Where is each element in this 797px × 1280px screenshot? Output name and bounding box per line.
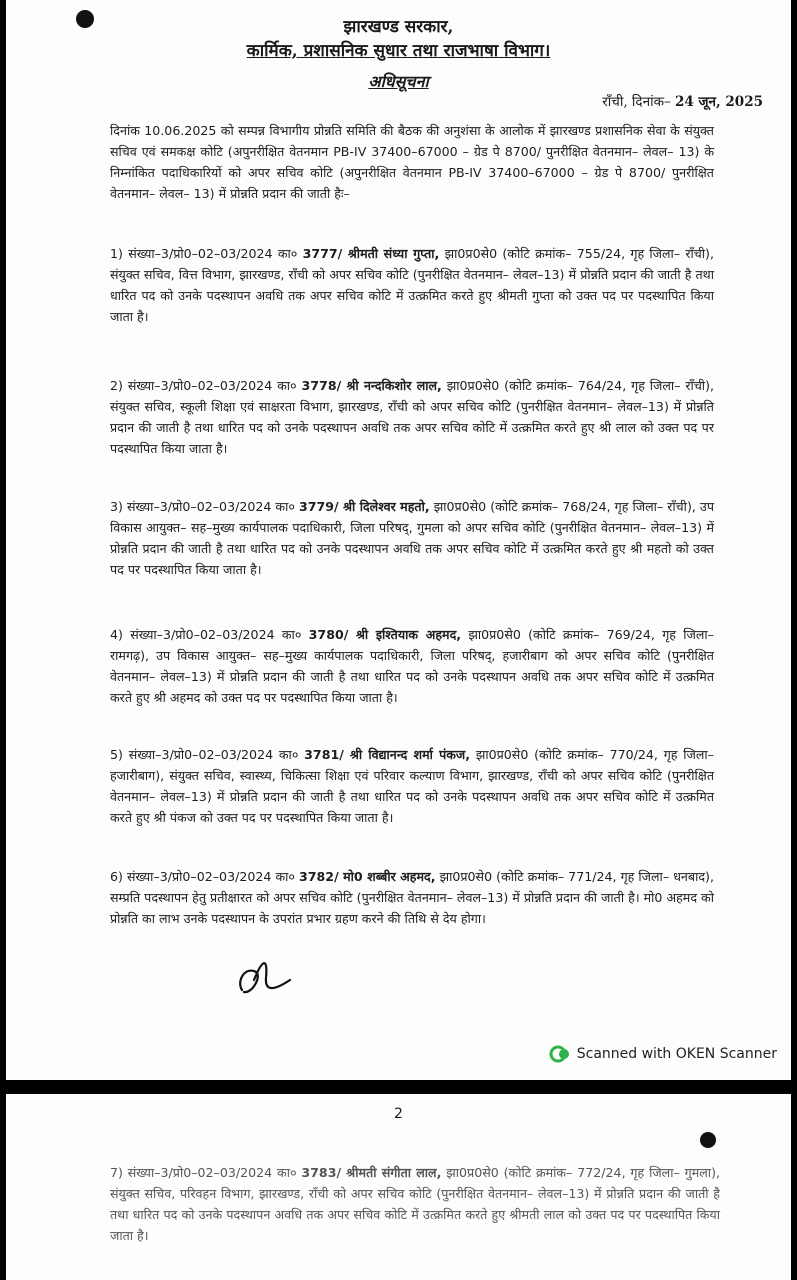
punch-hole-icon [700, 1132, 716, 1148]
order-name: 3779/ श्री दिलेश्वर महतो, [299, 499, 430, 514]
order-name: 3777/ श्रीमती संध्या गुप्ता, [302, 246, 440, 261]
order-body: झा0प्र0से0 (कोटि क्रमांक– 769/24, गृह जिला– रामगढ़), उप विकास आयुक्त– सह–मुख्य कार्यपालक पदाधिकारी, जिला परिषद्, हजारीबाग को अपर सचिव कोटि (पुनरीक्षित वेतनमान– लेवल–13) में प्रोन्नति प्रदान की जाती है तथा धारित पद को उनके पदस्थापन अवधि तक अपर सचिव कोटि में उत्क्रमित करते हुए श्री अहमद को उक्त पद पर पदस्थापित किया जाता है। [110, 627, 714, 705]
order-item-4 [110, 624, 714, 708]
order-body: झा0प्र0से0 (कोटि क्रमांक– 764/24, गृह जिला– राँची), संयुक्त सचिव, स्कूली शिक्षा एवं साक्षरता विभाग, झारखण्ड, राँची को अपर सचिव कोटि (पुनरीक्षित वेतनमान– लेवल–13) में प्रोन्नति प्रदान की जाती है तथा धारित पद को उनके पदस्थापन अवधि तक अपर सचिव कोटि में उत्क्रमित करते हुए श्री लाल को उक्त पद पर पदस्थापित किया जाता है। [110, 378, 714, 456]
order-ref: 7) संख्या–3/प्रो0–02–03/2024 का० [110, 1165, 297, 1180]
order-ref: 5) संख्या–3/प्रो0–02–03/2024 का० [110, 747, 299, 762]
order-ref: 3) संख्या–3/प्रो0–02–03/2024 का० [110, 499, 295, 514]
order-item-1 [110, 243, 714, 327]
oken-scanner-logo-icon [549, 1045, 571, 1063]
order-ref: 6) संख्या–3/प्रो0–02–03/2024 का० [110, 869, 295, 884]
order-body: झा0प्र0से0 (कोटि क्रमांक– 768/24, गृह जिला– राँची), उप विकास आयुक्त– सह–मुख्य कार्यपालक पदाधिकारी, जिला परिषद्, गुमला को अपर सचिव कोटि (पुनरीक्षित वेतनमान– लेवल–13) में प्रोन्नति प्रदान की जाती है तथा धारित पद को उनके पदस्थापन अवधि तक अपर सचिव कोटि में उत्क्रमित करते हुए श्री महतो को उक्त पद पर पदस्थापित किया जाता है। [110, 499, 714, 577]
order-name: 3781/ श्री विद्यानन्द शर्मा पंकज, [304, 747, 471, 762]
order-item-5 [110, 744, 714, 828]
intro-paragraph: दिनांक 10.06.2025 को सम्पन्न विभागीय प्रोन्नति समिति की बैठक की अनुशंसा के आलोक में झारखण्ड प्रशासनिक सेवा के संयुक्त सचिव एवं समकक्ष कोटि (अपुनरीक्षित वेतनमान PB-IV 37400–67000 – ग्रेड पे 8700/ पुनरीक्षित वेतनमान– लेवल– 13) के निम्नांकित पदाधिकारियों को अपर सचिव कोटि (अपुनरीक्षित वेतनमान PB-IV 37400–67000 – ग्रेड पे 8700/ पुनरीक्षित वेतनमान– लेवल– 13) में प्रोन्नति प्रदान की जाती हैः– [110, 123, 714, 201]
order-name: 3780/ श्री इश्तियाक अहमद, [308, 627, 462, 642]
order-body: झा0प्र0से0 (कोटि क्रमांक– 770/24, गृह जिला– हजारीबाग), संयुक्त सचिव, स्वास्थ्य, चिकित्सा शिक्षा एवं परिवार कल्याण विभाग, झारखण्ड, राँची को अपर सचिव कोटि (पुनरीक्षित वेतनमान– लेवल–13) में प्रोन्नति प्रदान की जाती है तथा धारित पद को उनके पदस्थापन अवधि तक अपर सचिव कोटि में उत्क्रमित करते हुए श्री पंकज को उक्त पद पर पदस्थापित किया जाता है। [110, 747, 714, 825]
order-ref: 2) संख्या–3/प्रो0–02–03/2024 का० [110, 378, 297, 393]
scanner-text: Scanned with OKEN Scanner [576, 1046, 777, 1062]
order-item-3 [110, 496, 714, 580]
order-name: 3778/ श्री नन्दकिशोर लाल, [301, 378, 442, 393]
page-number: 2 [394, 1106, 403, 1122]
scanner-watermark [549, 1045, 777, 1063]
document-page-2 [6, 1094, 791, 1280]
signature [232, 950, 302, 1002]
order-body: झा0प्र0से0 (कोटि क्रमांक– 755/24, गृह जिला– राँची), संयुक्त सचिव, वित्त विभाग, झारखण्ड, राँची को अपर सचिव कोटि (पुनरीक्षित वेतनमान– लेवल–13) में प्रोन्नति प्रदान की जाती है तथा धारित पद को उनके पदस्थापन अवधि तक अपर सचिव कोटि में उत्क्रमित करते हुए श्रीमती गुप्ता को उक्त पद पर पदस्थापित किया जाता है। [110, 246, 714, 324]
order-name: 3782/ मो0 शब्बीर अहमद, [299, 869, 436, 884]
order-body: झा0प्र0से0 (कोटि क्रमांक– 771/24, गृह जिला– धनबाद), सम्प्रति पदस्थापन हेतु प्रतीक्षारत को अपर सचिव कोटि (पुनरीक्षित वेतनमान– लेवल–13) में प्रोन्नति प्रदान की जाती है। मो0 अहमद को प्रोन्नति का लाभ उनके पदस्थापन के उपरांत प्रभार ग्रहण करने की तिथि से देय होगा। [110, 869, 714, 926]
government-header: झारखण्ड सरकार, [343, 17, 454, 37]
order-item-2 [110, 375, 714, 459]
order-item-7 [110, 1162, 720, 1246]
notice-title: अधिसूचना [368, 72, 429, 91]
order-body: झा0प्र0से0 (कोटि क्रमांक– 772/24, गृह जिला– गुमला), संयुक्त सचिव, परिवहन विभाग, झारखण्ड, राँची को अपर सचिव कोटि (पुनरीक्षित वेतनमान– लेवल–13) में प्रोन्नति प्रदान की जाती है तथा धारित पद को उनके पदस्थापन अवधि तक अपर सचिव कोटि में उत्क्रमित करते हुए श्रीमती लाल को उक्त पद पर पदस्थापित किया जाता है। [110, 1165, 720, 1243]
order-ref: 4) संख्या–3/प्रो0–02–03/2024 का० [110, 627, 302, 642]
dateline [602, 92, 763, 110]
dateline-prefix: राँची, दिनांक– [602, 94, 671, 110]
dateline-date: 24 जून, 2025 [675, 94, 763, 110]
order-name: 3783/ श्रीमती संगीता लाल, [301, 1165, 442, 1180]
department-header: कार्मिक, प्रशासनिक सुधार तथा राजभाषा विभाग। [246, 41, 551, 61]
document-page-1 [6, 0, 791, 1080]
order-item-6 [110, 866, 714, 929]
order-ref: 1) संख्या–3/प्रो0–02–03/2024 का० [110, 246, 298, 261]
